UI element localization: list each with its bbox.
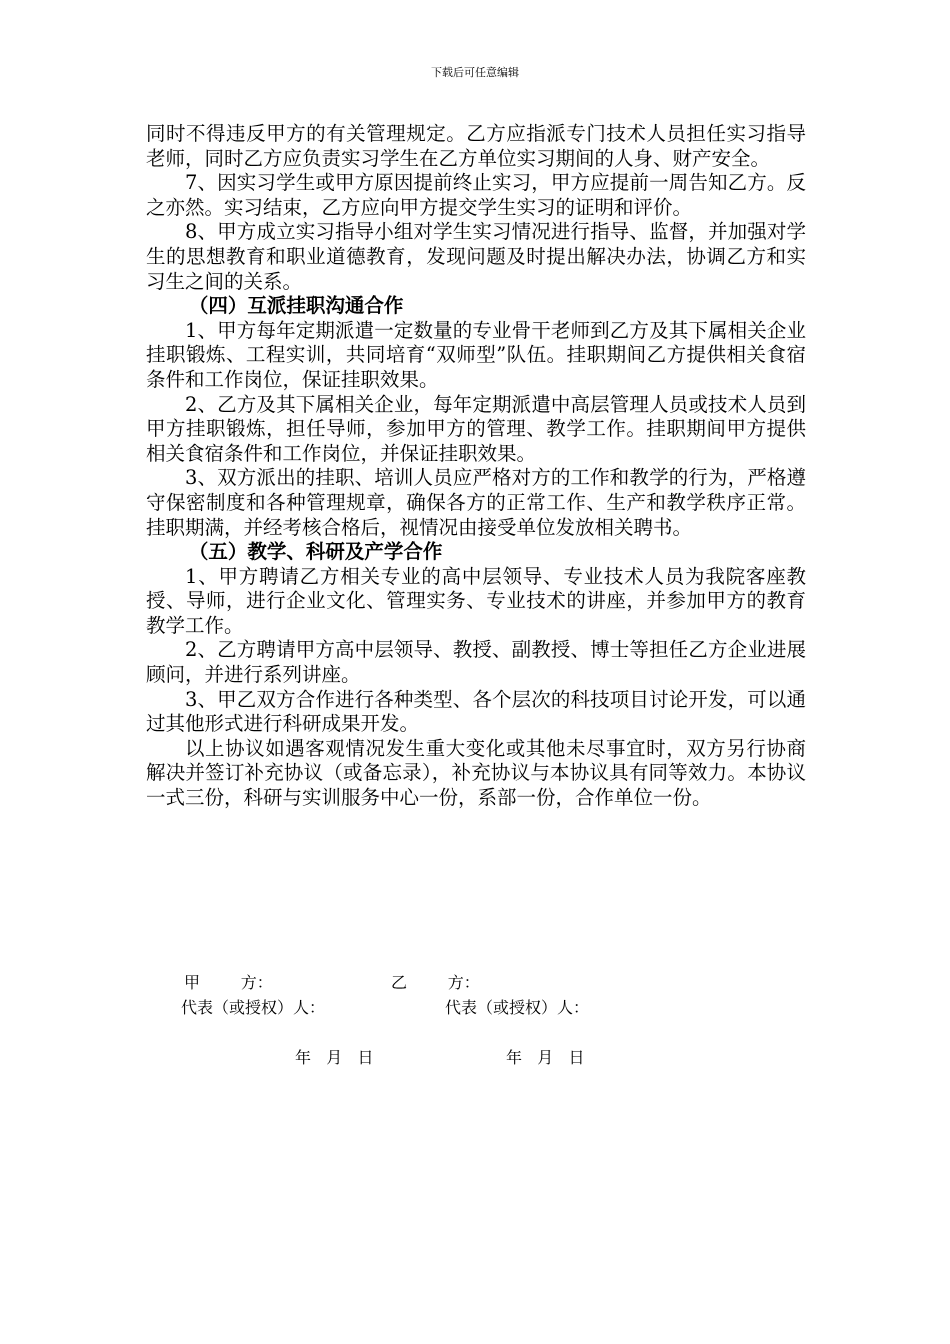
- paragraph-closing: 以上协议如遇客观情况发生重大变化或其他未尽事宜时，双方另行协商解决并签订补充协议（或备忘录），补充协议与本协议具有同等效力。本协议一式三份，科研与实训服务中心一份，系部一份，合作单位一份。: [146, 736, 806, 810]
- paragraph-item-7: 7、因实习学生或甲方原因提前终止实习，甲方应提前一周告知乙方。反之亦然。实习结束，乙方应向甲方提交学生实习的证明和评价。: [146, 171, 806, 219]
- paragraph-s4-item-1: 1、甲方每年定期派遣一定数量的专业骨干老师到乙方及其下属相关企业挂职锻炼、工程实训，共同培育“双师型”队伍。挂职期间乙方提供相关食宿条件和工作岗位，保证挂职效果。: [146, 318, 806, 391]
- paragraph-s4-item-3: 3、双方派出的挂职、培训人员应严格对方的工作和教学的行为，严格遵守保密制度和各种管理规章，确保各方的正常工作、生产和教学秩序正常。挂职期满，并经考核合格后，视情况由接受单位发放相关聘书。: [146, 466, 806, 539]
- party-b-date: 年 月 日: [506, 1048, 585, 1067]
- party-a-label: 甲 方：: [184, 973, 273, 992]
- paragraph-item-8: 8、甲方成立实习指导小组对学生实习情况进行指导、监督，并加强对学生的思想教育和职业道德教育，发现问题及时提出解决办法，协调乙方和实习生之间的关系。: [146, 220, 806, 293]
- page-header: 下载后可任意编辑: [431, 66, 519, 79]
- section-heading-4: （四）互派挂职沟通合作: [188, 294, 404, 318]
- paragraph-s5-item-2: 2、乙方聘请甲方高中层领导、教授、副教授、博士等担任乙方企业进展顾问，并进行系列讲座。: [146, 638, 806, 687]
- section-heading-5: （五）教学、科研及产学合作: [188, 540, 443, 564]
- paragraph-continuation: 同时不得违反甲方的有关管理规定。乙方应指派专门技术人员担任实习指导老师，同时乙方应负责实习学生在乙方单位实习期间的人身、财产安全。: [146, 122, 806, 170]
- party-b-representative-label: 代表（或授权）人：: [445, 998, 590, 1017]
- document-body: [146, 122, 806, 811]
- paragraph-s4-item-2: 2、乙方及其下属相关企业，每年定期派遣中高层管理人员或技术人员到甲方挂职锻炼，担任导师，参加甲方的管理、教学工作。挂职期间甲方提供相关食宿条件和工作岗位，并保证挂职效果。: [146, 392, 806, 465]
- party-b-label: 乙 方：: [391, 973, 480, 992]
- paragraph-s5-item-3: 3、甲乙双方合作进行各种类型、各个层次的科技项目讨论开发，可以通过其他形式进行科研成果开发。: [146, 687, 806, 736]
- party-a-representative-label: 代表（或授权）人：: [181, 998, 326, 1017]
- paragraph-s5-item-1: 1、甲方聘请乙方相关专业的高中层领导、专业技术人员为我院客座教授、导师，进行企业文化、管理实务、专业技术的讲座，并参加甲方的教育教学工作。: [146, 564, 806, 637]
- party-a-date: 年 月 日: [295, 1048, 374, 1067]
